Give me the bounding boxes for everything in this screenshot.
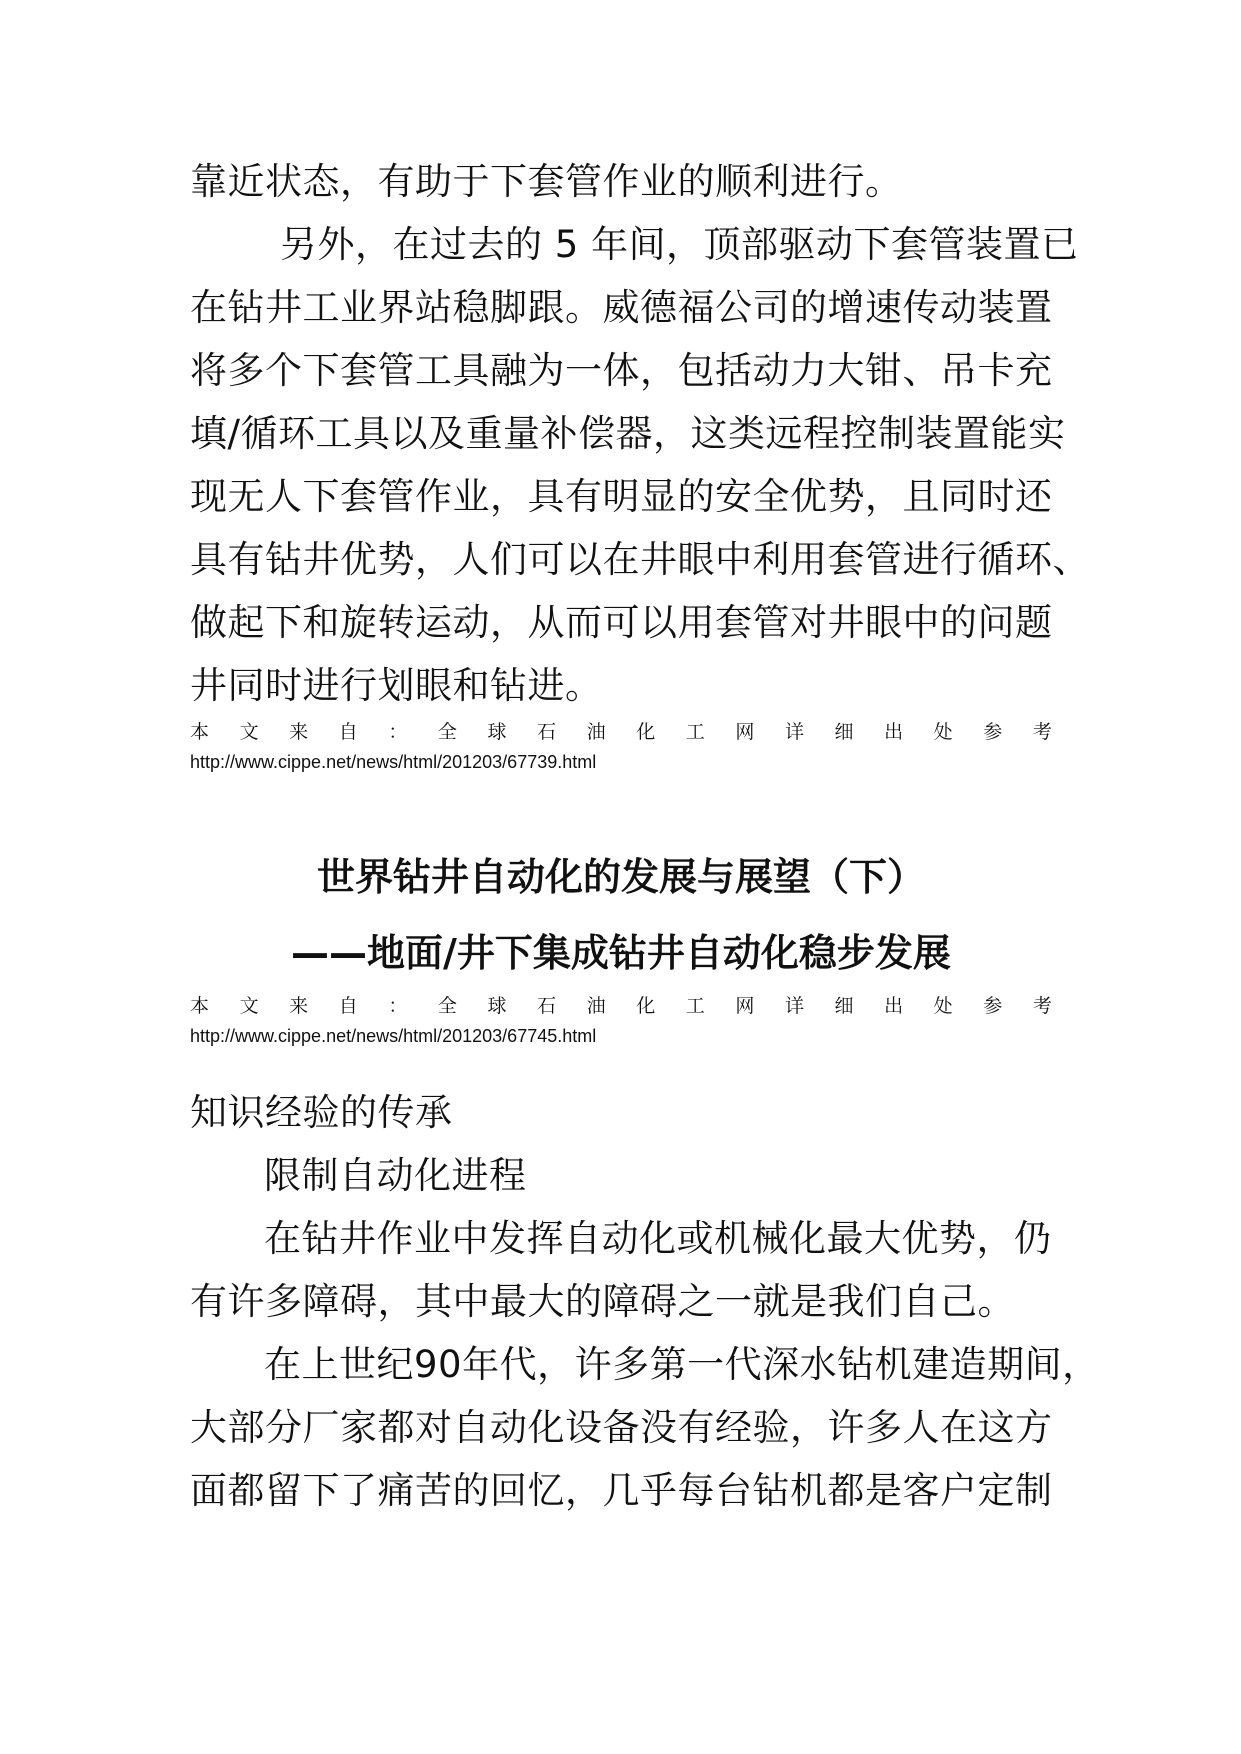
paragraph-line: 在上世纪90年代，许多第一代深水钻机建造期间， <box>264 1343 1100 1386</box>
source-char: 油 <box>586 995 606 1017</box>
paragraph-line: 大部分厂家都对自动化设备没有经验，许多人在这方 <box>190 1406 1053 1449</box>
paragraph-line: 具有钻井优势，人们可以在井眼中利用套管进行循环、 <box>190 538 1090 581</box>
source-char: 工 <box>685 995 705 1017</box>
paragraph-line: 在钻井工业界站稳脚跟。威德福公司的增速传动装置 <box>190 286 1053 329</box>
source-char: 自 <box>338 995 358 1017</box>
paragraph-line: 井同时进行划眼和钻进。 <box>190 664 603 707</box>
source-char: 本 <box>190 995 210 1017</box>
section-heading: 知识经验的传承 <box>190 1091 453 1134</box>
paragraph-line: 将多个下套管工具融为一体，包括动力大钳、吊卡充 <box>190 349 1053 392</box>
paragraph-line: 填/循环工具以及重量补偿器，这类远程控制装置能实 <box>190 412 1066 455</box>
source-char: 油 <box>586 721 606 743</box>
section-subheading: 限制自动化进程 <box>264 1154 527 1197</box>
paragraph-line: 另外，在过去的 5 年间，顶部驱动下套管装置已 <box>280 223 1079 266</box>
source-char: 处 <box>933 995 953 1017</box>
source-char: 自 <box>338 721 358 743</box>
source-char: 参 <box>983 721 1003 743</box>
source-char: 石 <box>537 995 557 1017</box>
source-char: 详 <box>784 995 804 1017</box>
source-char: 球 <box>487 995 507 1017</box>
source-char: 工 <box>685 721 705 743</box>
source-char: ： <box>388 721 408 743</box>
source-char: 来 <box>289 721 309 743</box>
source-char: 出 <box>884 721 904 743</box>
source-char: 化 <box>636 721 656 743</box>
source-char: 文 <box>239 721 259 743</box>
source-char: 来 <box>289 995 309 1017</box>
source-char: 本 <box>190 721 210 743</box>
paragraph-line: 现无人下套管作业，具有明显的安全优势，且同时还 <box>190 475 1053 518</box>
source-char: 文 <box>239 995 259 1017</box>
paragraph-line: 有许多障碍，其中最大的障碍之一就是我们自己。 <box>190 1280 1015 1323</box>
source-attribution <box>190 717 1052 747</box>
source-char: 全 <box>437 721 457 743</box>
source-url[interactable]: http://www.cippe.net/news/html/201203/67739.html <box>190 752 597 772</box>
source-char: 化 <box>636 995 656 1017</box>
source-char: 考 <box>1032 721 1052 743</box>
source-char: 出 <box>884 995 904 1017</box>
source-char: 细 <box>834 721 854 743</box>
source-char: 处 <box>933 721 953 743</box>
article-subtitle: ——地面/井下集成钻井自动化稳步发展 <box>291 931 951 975</box>
paragraph-line: 靠近状态，有助于下套管作业的顺利进行。 <box>190 160 903 203</box>
paragraph-line: 在钻井作业中发挥自动化或机械化最大优势，仍 <box>264 1217 1052 1260</box>
paragraph-line: 做起下和旋转运动，从而可以用套管对井眼中的问题 <box>190 601 1053 644</box>
source-char: 石 <box>537 721 557 743</box>
source-char: 详 <box>784 721 804 743</box>
source-char: 全 <box>437 995 457 1017</box>
source-attribution <box>190 991 1052 1021</box>
source-char: ： <box>388 995 408 1017</box>
document-content <box>190 150 1100 1522</box>
article-title: 世界钻井自动化的发展与展望（下） <box>316 855 925 899</box>
source-char: 网 <box>735 721 755 743</box>
source-char: 考 <box>1032 995 1052 1017</box>
source-char: 细 <box>834 995 854 1017</box>
source-url[interactable]: http://www.cippe.net/news/html/201203/67745.html <box>190 1026 597 1046</box>
paragraph-line: 面都留下了痛苦的回忆，几乎每台钻机都是客户定制 <box>190 1469 1053 1512</box>
source-char: 球 <box>487 721 507 743</box>
source-char: 参 <box>983 995 1003 1017</box>
source-char: 网 <box>735 995 755 1017</box>
